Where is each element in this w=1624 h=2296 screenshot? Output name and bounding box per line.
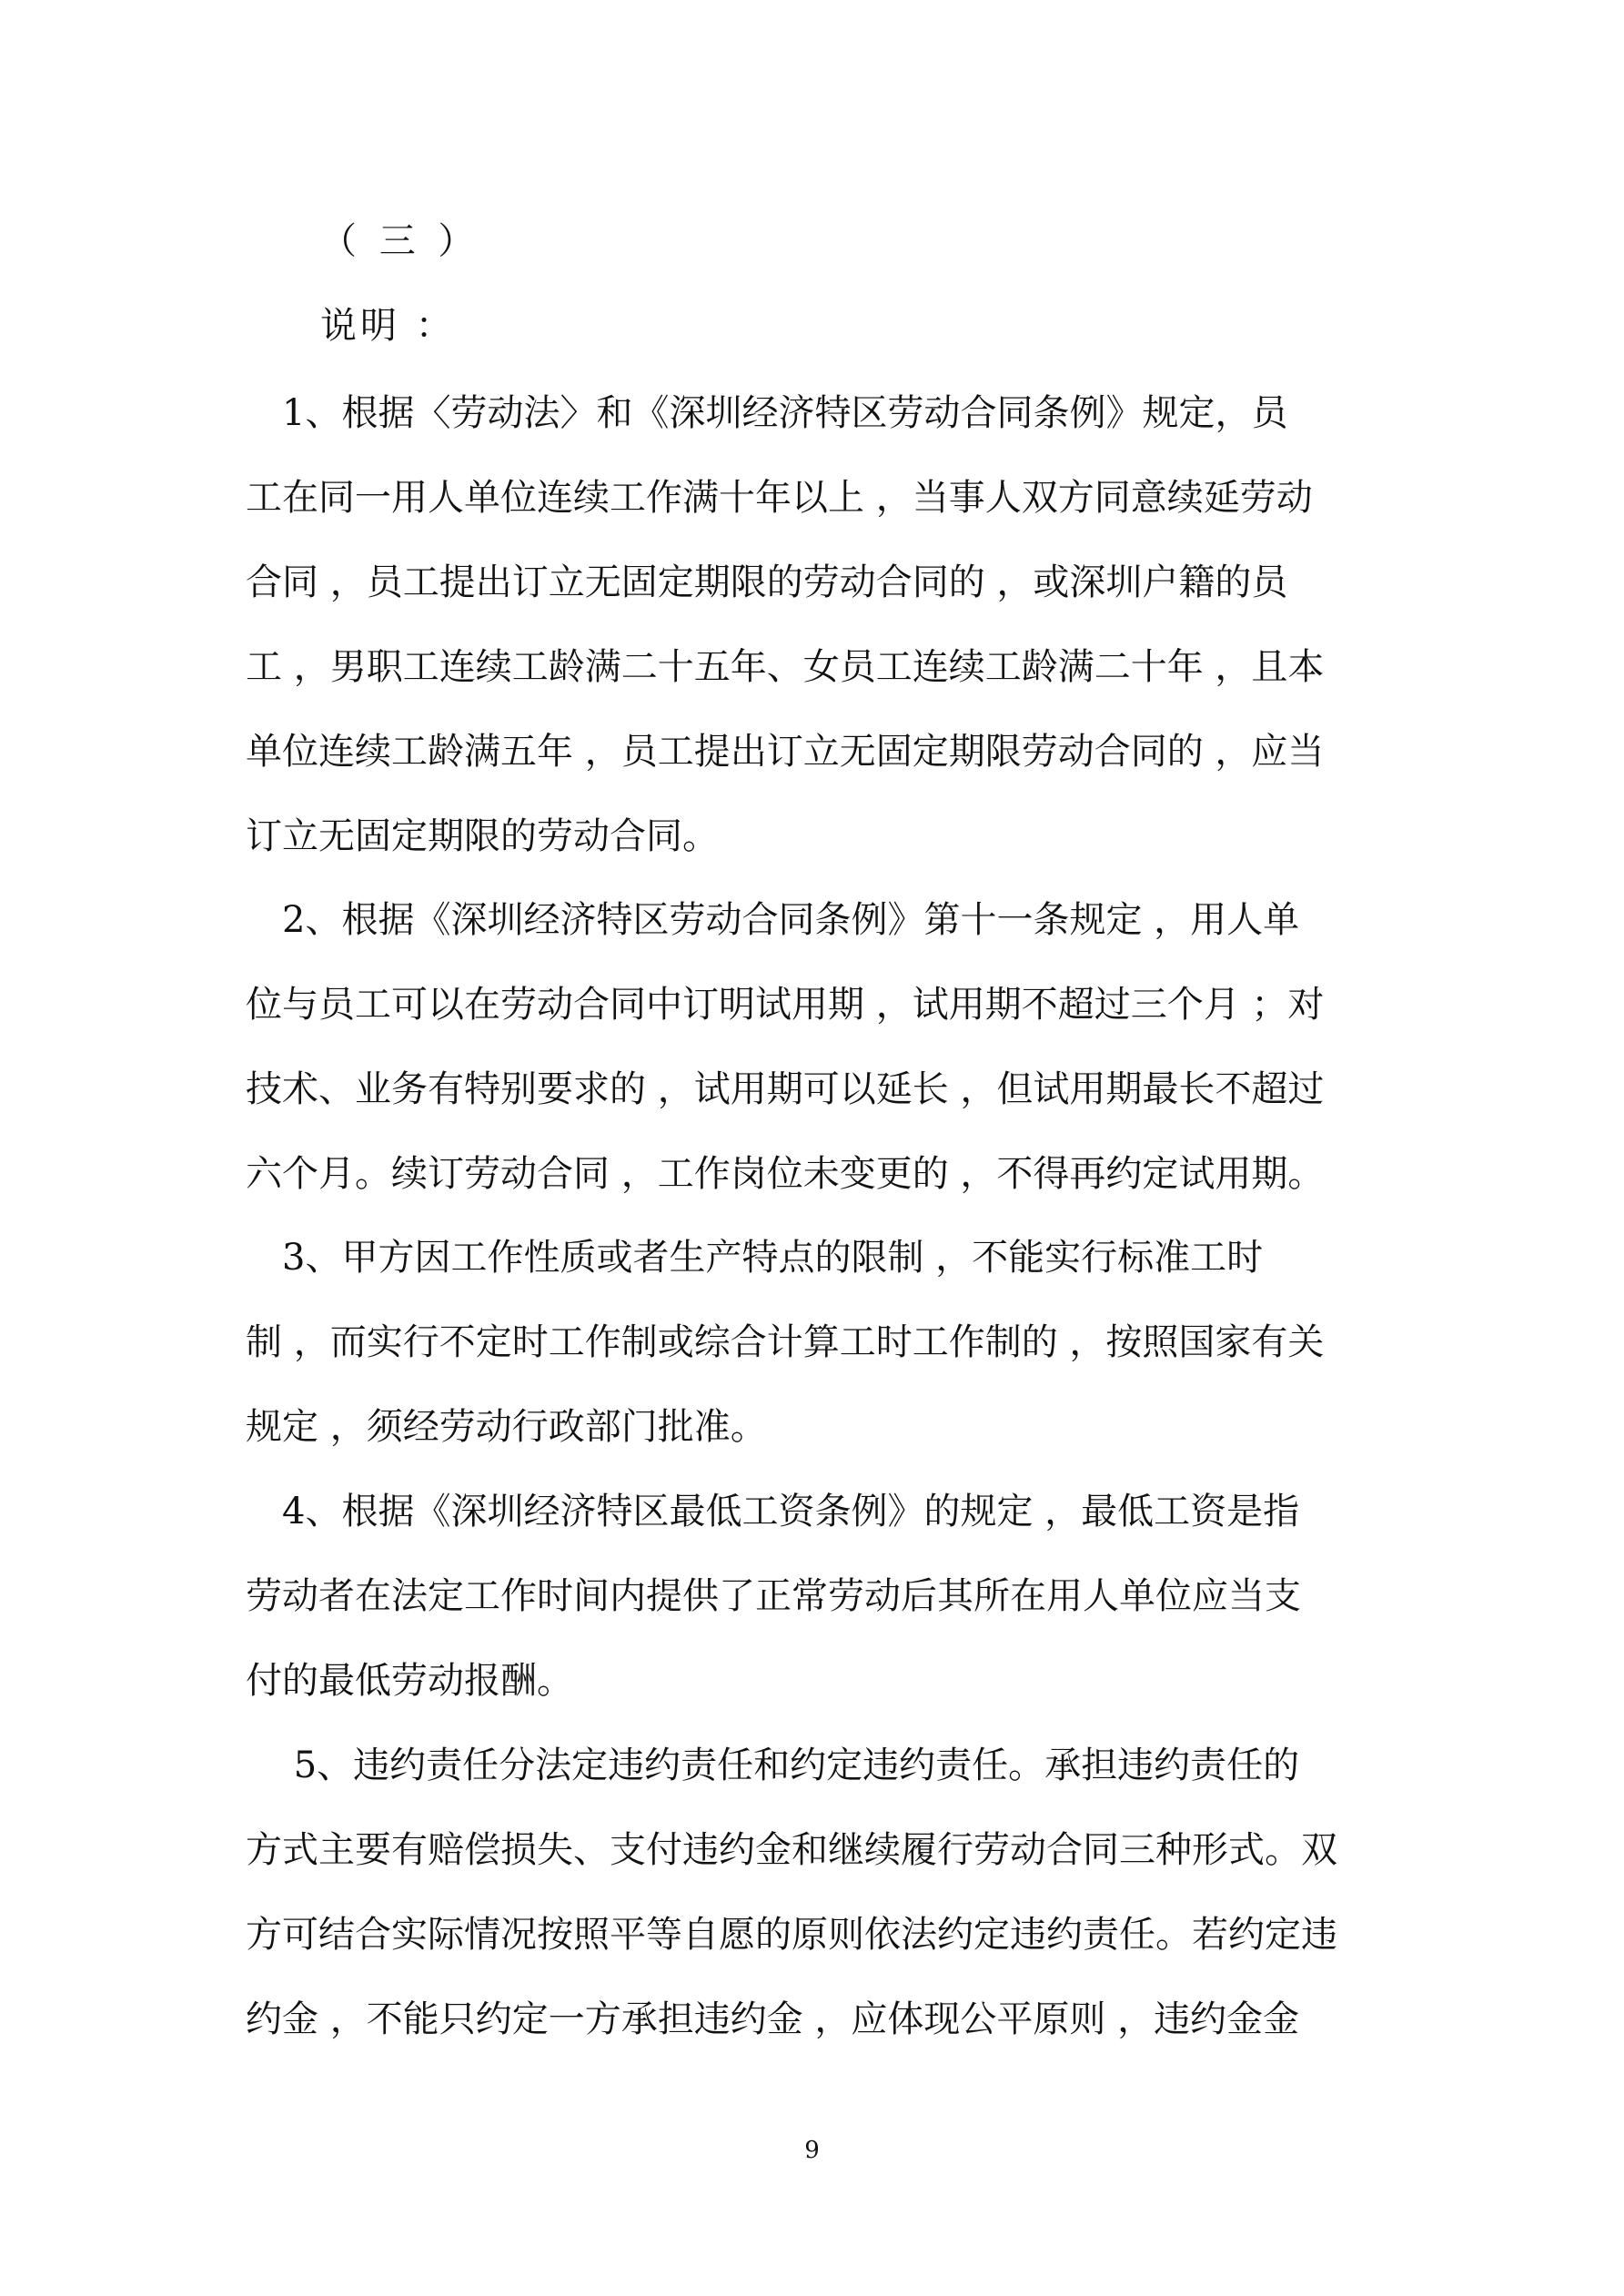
paragraph-line: 技术、业务有特别要求的 ，试用期可以延长 ，但试用期最长不超过 (246, 1068, 1325, 1110)
paragraph-line: 付的最低劳动报酬。 (246, 1660, 573, 1702)
notes-label: 说明 ： (320, 305, 456, 347)
paragraph-line: 约金 ，不能只约定一方承担违约金 ，应体现公平原则 ，违约金金 (246, 1998, 1300, 2040)
paragraph-line: 工在同一用人单位连续工作满十年以上 ，当事人双方同意续延劳动 (246, 477, 1313, 519)
section-heading: （ 三 ） (320, 220, 480, 262)
paragraph-line: 工 ，男职工连续工龄满二十五年、女员工连续工龄满二十年 ，且本 (246, 646, 1325, 688)
paragraph-4 (246, 1470, 1392, 1724)
paragraph-line: 1、根据〈劳动法〉和《深圳经济特区劳动合同条例》规定，员 (246, 392, 1288, 434)
paragraph-line: 5、违约责任分法定违约责任和约定违约责任。承担违约责任的 (246, 1745, 1300, 1786)
paragraph-line: 合同 ，员工提出订立无固定期限的劳动合同的 ，或深圳户籍的员 (246, 561, 1288, 603)
paragraph-1 (246, 371, 1392, 879)
paragraph-line: 3、甲方因工作性质或者生产特点的限制 ，不能实行标准工时 (246, 1237, 1264, 1279)
paragraph-line: 六个月。续订劳动合同 ，工作岗位未变更的 ，不得再约定试用期。 (246, 1153, 1325, 1195)
paragraph-3 (246, 1216, 1392, 1470)
paragraph-line: 单位连续工龄满五年 ，员工提出订立无固定期限劳动合同的 ，应当 (246, 731, 1325, 773)
paragraph-5 (246, 1724, 1392, 2062)
paragraph-2 (246, 878, 1392, 1217)
paragraph-line: 制 ，而实行不定时工作制或综合计算工时工作制的 ，按照国家有关 (246, 1321, 1325, 1363)
page-number: 9 (804, 2137, 820, 2164)
paragraph-line: 4、根据《深圳经济特区最低工资条例》的规定 ，最低工资是指 (246, 1491, 1300, 1532)
paragraph-line: 方可结合实际情况按照平等自愿的原则依法约定违约责任。若约定违 (246, 1914, 1337, 1956)
paragraph-line: 方式主要有赔偿损失、支付违约金和继续履行劳动合同三种形式。双 (246, 1829, 1337, 1871)
paragraph-line: 订立无固定期限的劳动合同。 (246, 815, 719, 857)
paragraph-line: 规定 ，须经劳动行政部门批准。 (246, 1406, 767, 1448)
paragraph-line: 劳动者在法定工作时间内提供了正常劳动后其所在用人单位应当支 (246, 1575, 1301, 1617)
paragraph-line: 2、根据《深圳经济特区劳动合同条例》第十一条规定 ，用人单 (246, 899, 1300, 941)
paragraph-line: 位与员工可以在劳动合同中订明试用期 ，试用期不超过三个月 ；对 (246, 984, 1325, 1026)
